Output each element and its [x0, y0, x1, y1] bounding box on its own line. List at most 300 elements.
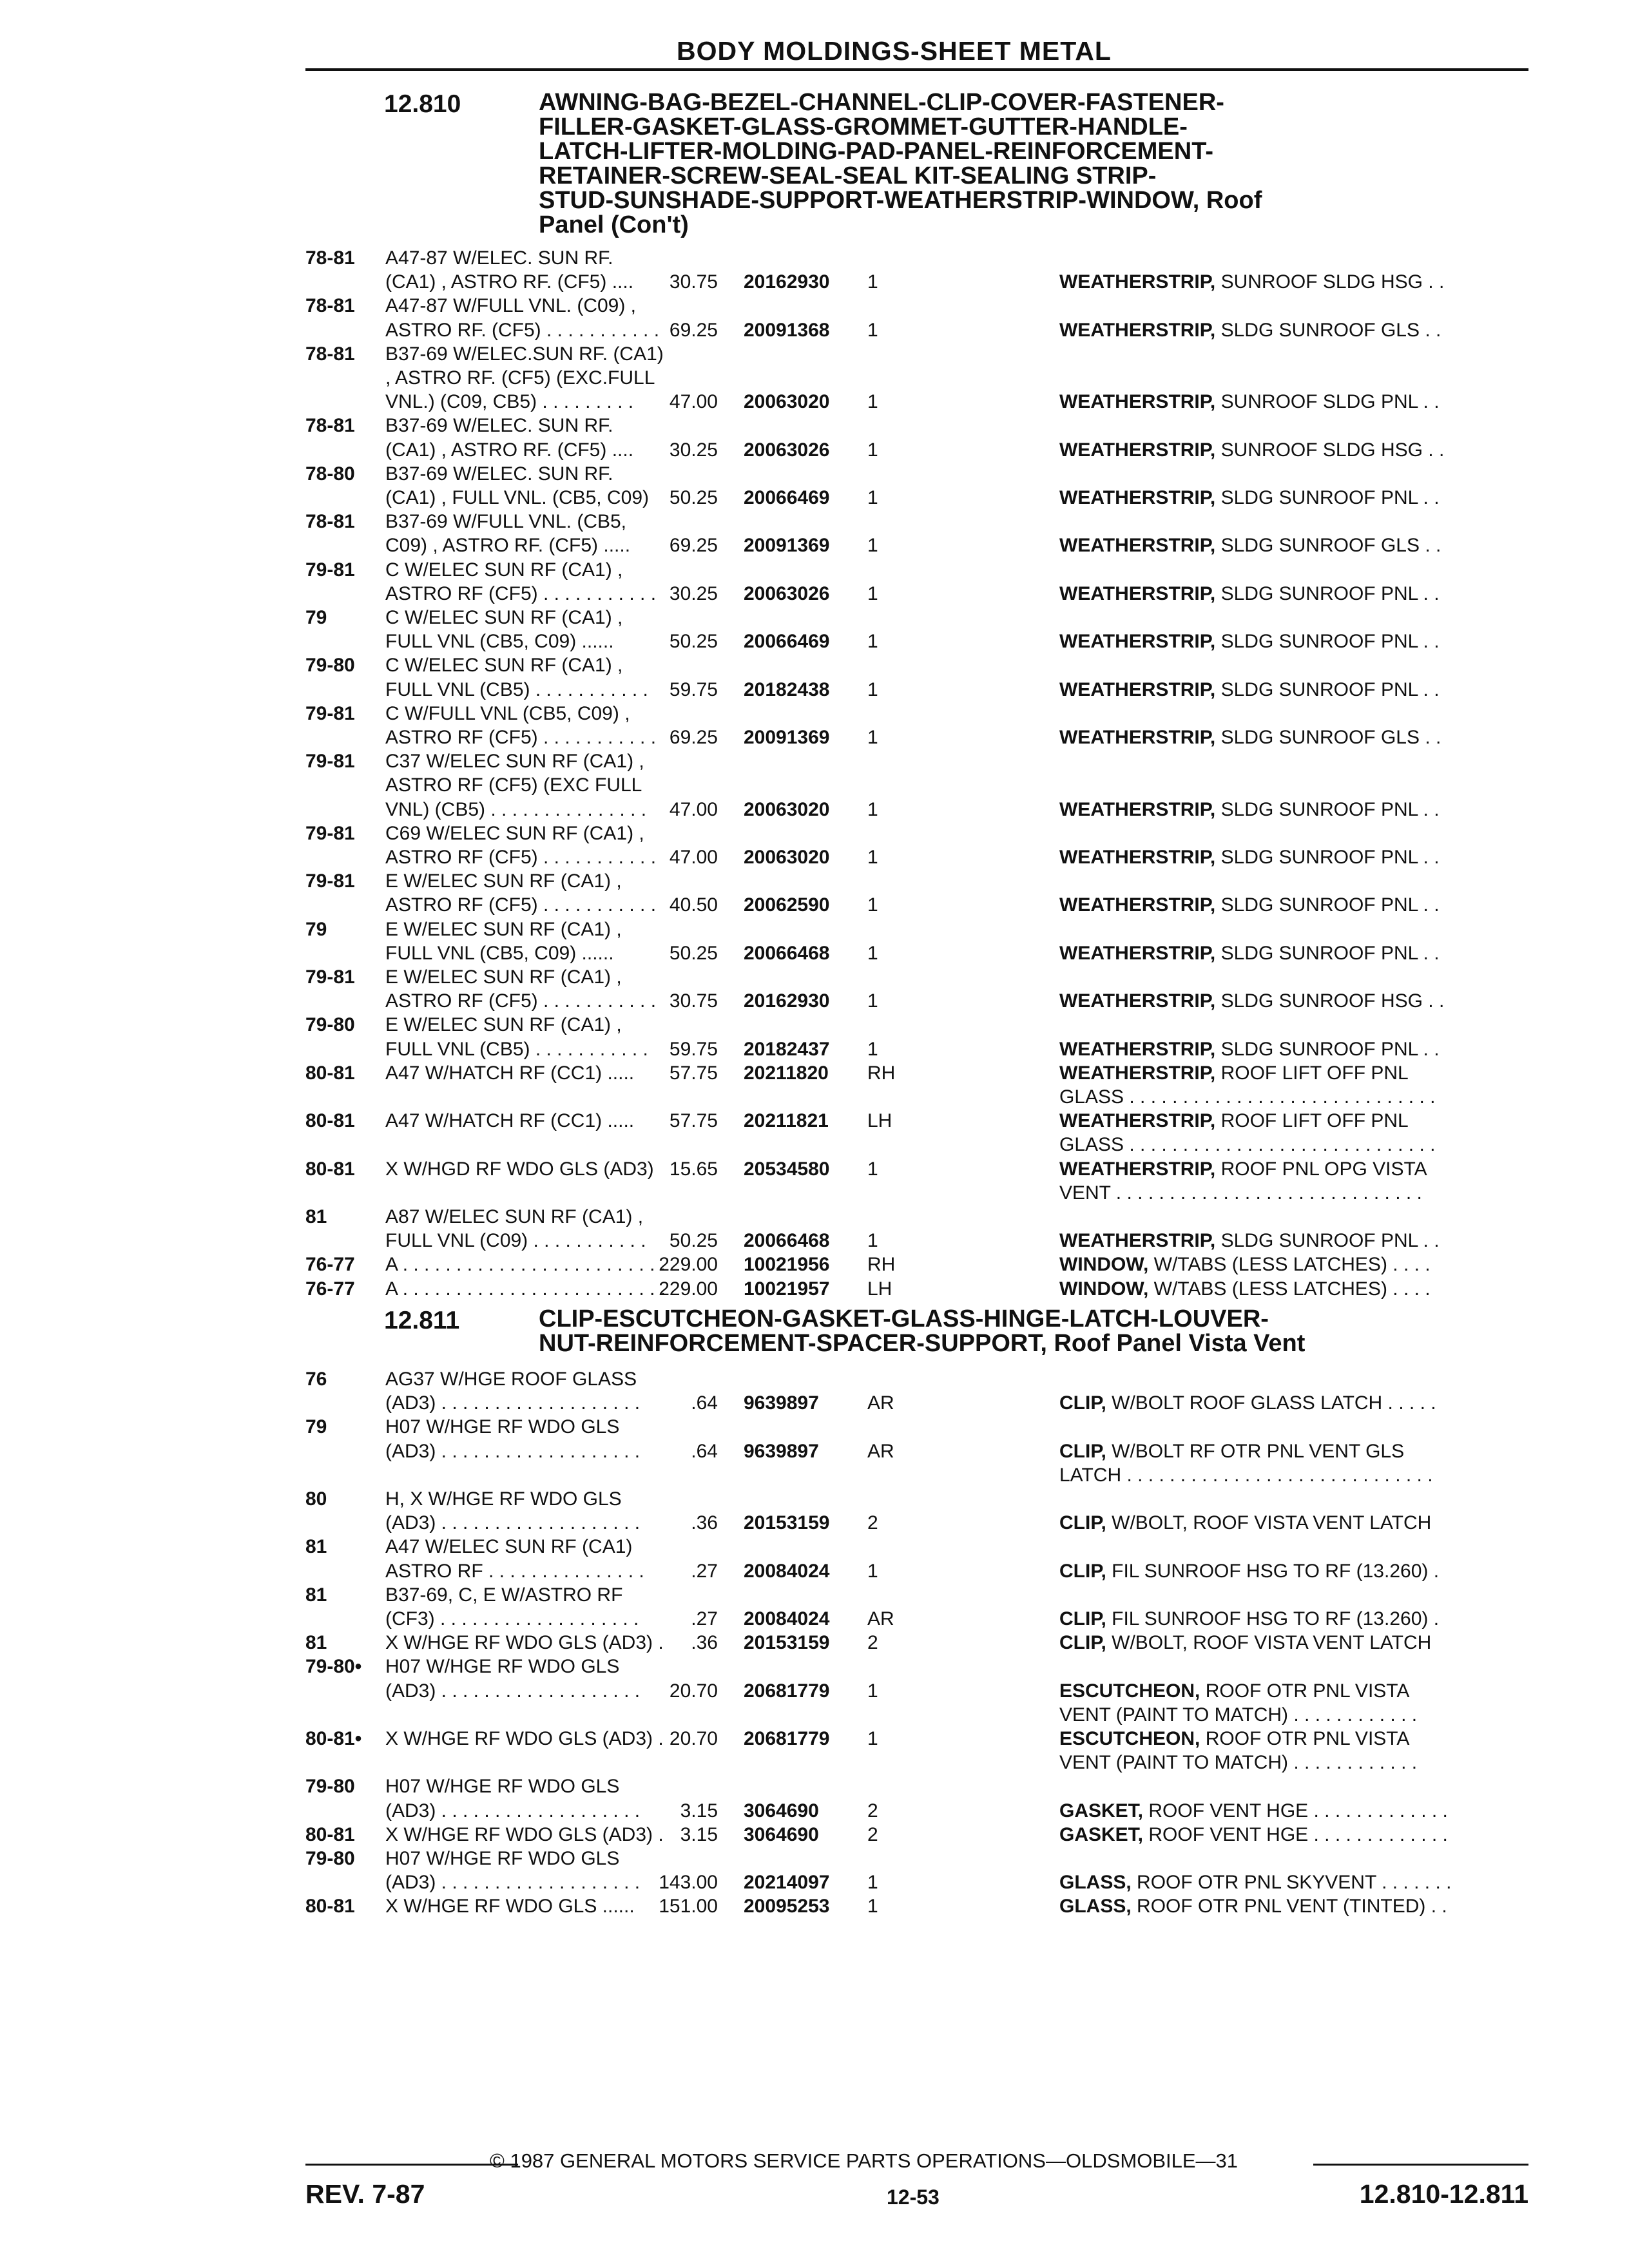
part-name-detail: SLDG SUNROOF PNL . .	[1215, 582, 1440, 604]
part-name-detail: ROOF LIFT OFF PNL	[1215, 1110, 1409, 1132]
part-name-bold: WEATHERSTRIP,	[1059, 1158, 1216, 1180]
usage-description: (CA1) , FULL VNL. (CB5, C09)	[385, 487, 649, 508]
quantity: 1	[867, 1896, 878, 1917]
price: 59.75	[669, 1038, 718, 1060]
price: 229.00	[659, 1278, 718, 1300]
usage-description: C W/FULL VNL (CB5, C09) ,	[385, 702, 630, 724]
usage-description: (AD3) . . . . . . . . . . . . . . . . . . .	[385, 1872, 641, 1894]
usage-description: E W/ELEC SUN RF (CA1) ,	[385, 918, 622, 940]
part-name-detail: FIL SUNROOF HSG TO RF (13.260) .	[1106, 1608, 1440, 1629]
price: 3.15	[680, 1823, 718, 1845]
part-number: 20211821	[744, 1110, 829, 1132]
part-name-bold: GLASS,	[1059, 1896, 1132, 1917]
usage-description: (AD3) . . . . . . . . . . . . . . . . . . .	[385, 1512, 641, 1534]
quantity: 1	[867, 894, 878, 916]
part-name-detail: SLDG SUNROOF GLS . .	[1215, 319, 1441, 341]
part-name-detail: SUNROOF SLDG HSG . .	[1215, 271, 1445, 293]
part-name-detail: SLDG SUNROOF PNL . .	[1215, 894, 1440, 916]
part-name	[1059, 1277, 1431, 1301]
part-name-bold: CLIP,	[1059, 1440, 1106, 1462]
part-name-detail: VENT (PAINT TO MATCH) . . . . . . . . . . . .	[1059, 1704, 1418, 1725]
year-range: 79-81	[305, 751, 355, 773]
part-name-detail: SLDG SUNROOF PNL . .	[1215, 1230, 1440, 1252]
year-range: 78-81	[305, 247, 355, 269]
part-name-detail: SLDG SUNROOF PNL . .	[1215, 678, 1440, 700]
copyright-line: © 1987 GENERAL MOTORS SERVICE PARTS OPERATIONS—OLDSMOBILE—31	[490, 2149, 1239, 2172]
usage-description: ASTRO RF (CF5) . . . . . . . . . . .	[385, 847, 657, 868]
price: .64	[691, 1440, 718, 1462]
quantity: 1	[867, 1872, 878, 1894]
part-name	[1059, 1133, 1435, 1157]
price: 50.25	[669, 942, 718, 964]
usage-description: C69 W/ELEC SUN RF (CA1) ,	[385, 822, 644, 844]
part-number: 10021957	[744, 1278, 830, 1300]
usage-description: X W/HGD RF WDO GLS (AD3)	[385, 1158, 654, 1180]
part-name-detail: W/BOLT, ROOF VISTA VENT LATCH	[1106, 1512, 1432, 1534]
usage-description: C37 W/ELEC SUN RF (CA1) ,	[385, 751, 644, 773]
part-name-bold: WEATHERSTRIP,	[1059, 439, 1216, 461]
price: .27	[691, 1560, 718, 1582]
quantity: 1	[867, 678, 878, 700]
part-name-bold: CLIP,	[1059, 1632, 1106, 1654]
usage-description: A47-87 W/FULL VNL. (C09) ,	[385, 295, 637, 317]
part-number: 20214097	[744, 1872, 830, 1894]
usage-description: ASTRO RF . . . . . . . . . . . . . . .	[385, 1560, 644, 1582]
page-number: 12-53	[887, 2186, 940, 2209]
year-range: 79	[305, 1416, 327, 1438]
footer-rule-left	[305, 2164, 518, 2166]
usage-description: VNL) (CB5) . . . . . . . . . . . . . . .	[385, 798, 647, 820]
price: 15.65	[669, 1158, 718, 1180]
part-name-bold: WEATHERSTRIP,	[1059, 727, 1216, 748]
year-range: 78-81	[305, 415, 355, 437]
price: 20.70	[669, 1728, 718, 1749]
part-name-detail: W/TABS (LESS LATCHES) . . . .	[1148, 1278, 1431, 1300]
quantity: 1	[867, 582, 878, 604]
part-name-bold: WEATHERSTRIP,	[1059, 535, 1216, 557]
part-name-bold: WEATHERSTRIP,	[1059, 678, 1216, 700]
usage-description: A47 W/ELEC SUN RF (CA1)	[385, 1536, 633, 1558]
section-number: 12.810	[384, 90, 461, 118]
part-name-bold: WEATHERSTRIP,	[1059, 847, 1216, 868]
part-name-bold: WEATHERSTRIP,	[1059, 894, 1216, 916]
part-name	[1059, 1157, 1427, 1181]
price: 229.00	[659, 1254, 718, 1276]
quantity: 1	[867, 1680, 878, 1702]
usage-description: H07 W/HGE RF WDO GLS	[385, 1848, 620, 1869]
usage-description: X W/HGE RF WDO GLS ......	[385, 1896, 635, 1917]
part-name-detail: SLDG SUNROOF PNL . .	[1215, 942, 1440, 964]
usage-description: VNL.) (C09, CB5) . . . . . . . . .	[385, 391, 634, 413]
quantity: 1	[867, 319, 878, 341]
usage-description: A87 W/ELEC SUN RF (CA1) ,	[385, 1206, 644, 1227]
usage-description: A . . . . . . . . . . . . . . . . . . . . . . . . .	[385, 1278, 666, 1300]
usage-description: (AD3) . . . . . . . . . . . . . . . . . . .	[385, 1392, 641, 1414]
part-name	[1059, 726, 1441, 749]
part-number: 20063026	[744, 582, 830, 604]
usage-description: (AD3) . . . . . . . . . . . . . . . . . . .	[385, 1440, 641, 1462]
part-name-detail: ROOF OTR PNL VISTA	[1200, 1680, 1410, 1702]
part-name	[1059, 989, 1444, 1013]
part-name-bold: WEATHERSTRIP,	[1059, 798, 1216, 820]
part-name-detail: GLASS . . . . . . . . . . . . . . . . . . . . . . . . . . . . .	[1059, 1086, 1436, 1108]
year-range: 79-81	[305, 822, 355, 844]
quantity: 1	[867, 1158, 878, 1180]
quantity: 1	[867, 847, 878, 868]
page-title: BODY MOLDINGS-SHEET METAL	[677, 36, 1112, 66]
part-name-detail: W/TABS (LESS LATCHES) . . . .	[1148, 1254, 1431, 1276]
year-range: 80-81•	[305, 1728, 362, 1749]
part-name	[1059, 390, 1440, 414]
price: 30.25	[669, 439, 718, 461]
part-name-detail: FIL SUNROOF HSG TO RF (13.260) .	[1106, 1560, 1440, 1582]
part-number: 20153159	[744, 1512, 830, 1534]
year-range: 79	[305, 607, 327, 628]
usage-description: (CA1) , ASTRO RF. (CF5) ....	[385, 271, 634, 293]
usage-description: C W/ELEC SUN RF (CA1) ,	[385, 655, 623, 677]
section-title	[539, 1307, 1305, 1356]
section-title-line: STUD-SUNSHADE-SUPPORT-WEATHERSTRIP-WINDOW, Roof	[539, 187, 1262, 214]
part-number: 20063020	[744, 847, 830, 868]
price: 151.00	[659, 1896, 718, 1917]
part-name	[1059, 1559, 1439, 1583]
part-name	[1059, 1727, 1409, 1751]
quantity: 1	[867, 535, 878, 557]
usage-description: ASTRO RF (CF5) . . . . . . . . . . .	[385, 727, 657, 748]
part-name-bold: WEATHERSTRIP,	[1059, 631, 1216, 653]
part-name-detail: SLDG SUNROOF GLS . .	[1215, 727, 1441, 748]
usage-description: (AD3) . . . . . . . . . . . . . . . . . . .	[385, 1800, 641, 1821]
part-name	[1059, 1085, 1435, 1109]
part-name-detail: VENT (PAINT TO MATCH) . . . . . . . . . . . .	[1059, 1752, 1418, 1774]
usage-description: (CA1) , ASTRO RF. (CF5) ....	[385, 439, 634, 461]
part-name-detail: ROOF PNL OPG VISTA	[1215, 1158, 1427, 1180]
price: .64	[691, 1392, 718, 1414]
usage-description: E W/ELEC SUN RF (CA1) ,	[385, 966, 622, 988]
part-number: 20091368	[744, 319, 830, 341]
usage-description: X W/HGE RF WDO GLS (AD3) .	[385, 1823, 664, 1845]
part-name-bold: WEATHERSTRIP,	[1059, 319, 1216, 341]
price: 57.75	[669, 1062, 718, 1084]
quantity: 1	[867, 990, 878, 1012]
year-range: 76	[305, 1369, 327, 1390]
year-range: 79	[305, 918, 327, 940]
usage-description: H07 W/HGE RF WDO GLS	[385, 1656, 620, 1678]
usage-description: H07 W/HGE RF WDO GLS	[385, 1776, 620, 1798]
part-number: 20063026	[744, 439, 830, 461]
quantity: 1	[867, 1230, 878, 1252]
section-number: 12.811	[384, 1307, 460, 1334]
part-number: 20084024	[744, 1608, 830, 1629]
section-range: 12.810-12.811	[1359, 2179, 1528, 2209]
usage-description: X W/HGE RF WDO GLS (AD3) .	[385, 1728, 664, 1749]
usage-description: X W/HGE RF WDO GLS (AD3) .	[385, 1632, 664, 1654]
part-name	[1059, 629, 1440, 653]
usage-description: B37-69 W/FULL VNL. (CB5,	[385, 511, 627, 533]
price: 69.25	[669, 319, 718, 341]
year-range: 80-81	[305, 1158, 355, 1180]
year-range: 81	[305, 1536, 327, 1558]
part-name	[1059, 1894, 1447, 1918]
year-range: 79-80	[305, 1014, 355, 1036]
part-name-bold: GLASS,	[1059, 1872, 1132, 1894]
part-name	[1059, 533, 1441, 557]
part-number: 20062590	[744, 894, 830, 916]
price: 50.25	[669, 1230, 718, 1252]
part-name	[1059, 1109, 1409, 1133]
usage-description: B37-69, C, E W/ASTRO RF	[385, 1584, 623, 1606]
part-number: 20095253	[744, 1896, 830, 1917]
year-range: 79-81	[305, 966, 355, 988]
price: 50.25	[669, 487, 718, 508]
part-name	[1059, 1679, 1409, 1703]
part-name	[1059, 798, 1440, 822]
part-name-detail: SLDG SUNROOF GLS . .	[1215, 535, 1441, 557]
part-name	[1059, 1391, 1436, 1415]
year-range: 78-81	[305, 295, 355, 317]
part-name-bold: CLIP,	[1059, 1512, 1106, 1534]
part-name-bold: WEATHERSTRIP,	[1059, 1230, 1216, 1252]
part-number: 20066469	[744, 631, 830, 653]
part-name-detail: SLDG SUNROOF PNL . .	[1215, 847, 1440, 868]
part-name-detail: ROOF VENT HGE . . . . . . . . . . . . .	[1143, 1823, 1448, 1845]
part-number: 20182438	[744, 678, 830, 700]
price: 40.50	[669, 894, 718, 916]
part-name	[1059, 1229, 1440, 1253]
part-number: 10021956	[744, 1254, 830, 1276]
part-number: 20091369	[744, 535, 830, 557]
price: 3.15	[680, 1800, 718, 1821]
part-name-detail: ROOF LIFT OFF PNL	[1215, 1062, 1409, 1084]
year-range: 81	[305, 1632, 327, 1654]
part-name-bold: GASKET,	[1059, 1800, 1144, 1821]
quantity: 1	[867, 1560, 878, 1582]
part-name	[1059, 1061, 1409, 1085]
quantity: RH	[867, 1062, 896, 1084]
part-name	[1059, 1631, 1431, 1655]
part-number: 20063020	[744, 391, 830, 413]
usage-description: A47-87 W/ELEC. SUN RF.	[385, 247, 613, 269]
year-range: 80-81	[305, 1823, 355, 1845]
part-name	[1059, 1037, 1440, 1061]
quantity: 1	[867, 631, 878, 653]
usage-description: ASTRO RF. (CF5) . . . . . . . . . . .	[385, 319, 660, 341]
year-range: 79-81	[305, 559, 355, 581]
quantity: AR	[867, 1392, 894, 1414]
part-name-bold: ESCUTCHEON,	[1059, 1680, 1200, 1702]
usage-description: B37-69 W/ELEC. SUN RF.	[385, 463, 613, 485]
part-name-detail: ROOF OTR PNL VISTA	[1200, 1728, 1410, 1749]
part-name-detail: W/BOLT RF OTR PNL VENT GLS	[1106, 1440, 1405, 1462]
quantity: 2	[867, 1512, 878, 1534]
usage-description: B37-69 W/ELEC.SUN RF. (CA1)	[385, 343, 664, 365]
quantity: 1	[867, 1728, 878, 1749]
part-name-bold: GASKET,	[1059, 1823, 1144, 1845]
part-name	[1059, 1253, 1431, 1276]
part-name-detail: W/BOLT, ROOF VISTA VENT LATCH	[1106, 1632, 1432, 1654]
price: 20.70	[669, 1680, 718, 1702]
part-name-detail: ROOF OTR PNL VENT (TINTED) . .	[1131, 1896, 1447, 1917]
part-name-bold: WEATHERSTRIP,	[1059, 1062, 1216, 1084]
part-name-bold: WEATHERSTRIP,	[1059, 487, 1216, 508]
part-name-detail: ROOF OTR PNL SKYVENT . . . . . . .	[1131, 1872, 1452, 1894]
year-range: 79-81	[305, 870, 355, 892]
usage-description: H, X W/HGE RF WDO GLS	[385, 1488, 622, 1510]
part-name-bold: ESCUTCHEON,	[1059, 1728, 1200, 1749]
part-name	[1059, 318, 1441, 342]
quantity: 1	[867, 942, 878, 964]
price: 69.25	[669, 727, 718, 748]
usage-description: C W/ELEC SUN RF (CA1) ,	[385, 607, 623, 628]
usage-description: E W/ELEC SUN RF (CA1) ,	[385, 870, 622, 892]
usage-description: C W/ELEC SUN RF (CA1) ,	[385, 559, 623, 581]
section-title-line: LATCH-LIFTER-MOLDING-PAD-PANEL-REINFORCEMENT-	[539, 138, 1213, 165]
price: 69.25	[669, 535, 718, 557]
section-title-line: RETAINER-SCREW-SEAL-SEAL KIT-SEALING STRIP-	[539, 162, 1157, 189]
quantity: 1	[867, 487, 878, 508]
usage-description: FULL VNL (CB5) . . . . . . . . . . .	[385, 1038, 648, 1060]
usage-description: C09) , ASTRO RF. (CF5) .....	[385, 535, 631, 557]
part-name-bold: WEATHERSTRIP,	[1059, 1110, 1216, 1132]
usage-description: FULL VNL (C09) . . . . . . . . . . .	[385, 1230, 646, 1252]
usage-description: B37-69 W/ELEC. SUN RF.	[385, 415, 613, 437]
part-number: 9639897	[744, 1440, 819, 1462]
part-number: 20162930	[744, 271, 830, 293]
usage-description: (AD3) . . . . . . . . . . . . . . . . . . .	[385, 1680, 641, 1702]
part-number: 20681779	[744, 1728, 830, 1749]
part-name-bold: WEATHERSTRIP,	[1059, 391, 1216, 413]
part-number: 20091369	[744, 727, 830, 748]
part-name	[1059, 270, 1444, 294]
quantity: 2	[867, 1823, 878, 1845]
year-range: 80-81	[305, 1110, 355, 1132]
part-name-detail: SLDG SUNROOF HSG . .	[1215, 990, 1445, 1012]
year-range: 79-81	[305, 702, 355, 724]
part-name	[1059, 1823, 1448, 1847]
part-name-detail: SUNROOF SLDG HSG . .	[1215, 439, 1445, 461]
year-range: 79-80•	[305, 1656, 362, 1678]
price: 59.75	[669, 678, 718, 700]
usage-description: ASTRO RF (CF5) (EXC FULL	[385, 774, 642, 796]
price: 47.00	[669, 798, 718, 820]
year-range: 76-77	[305, 1278, 355, 1300]
part-name-detail: W/BOLT ROOF GLASS LATCH . . . . .	[1106, 1392, 1436, 1414]
quantity: 1	[867, 1038, 878, 1060]
usage-description: (CF3) . . . . . . . . . . . . . . . . . . .	[385, 1608, 639, 1629]
part-number: 20066468	[744, 942, 830, 964]
year-range: 81	[305, 1206, 327, 1227]
usage-description: A47 W/HATCH RF (CC1) .....	[385, 1110, 635, 1132]
quantity: 2	[867, 1800, 878, 1821]
part-number: 3064690	[744, 1823, 819, 1845]
part-name-bold: WEATHERSTRIP,	[1059, 942, 1216, 964]
quantity: 2	[867, 1632, 878, 1654]
quantity: 1	[867, 439, 878, 461]
usage-description: AG37 W/HGE ROOF GLASS	[385, 1369, 637, 1390]
part-name	[1059, 1703, 1417, 1727]
year-range: 79-80	[305, 1776, 355, 1798]
part-name	[1059, 845, 1440, 869]
year-range: 80	[305, 1488, 327, 1510]
usage-description: FULL VNL (CB5, C09) ......	[385, 942, 614, 964]
year-range: 80-81	[305, 1896, 355, 1917]
year-range: 78-81	[305, 343, 355, 365]
year-range: 80-81	[305, 1062, 355, 1084]
part-name-bold: CLIP,	[1059, 1392, 1106, 1414]
part-name-detail: SLDG SUNROOF PNL . .	[1215, 487, 1440, 508]
part-number: 20153159	[744, 1632, 830, 1654]
quantity: AR	[867, 1608, 894, 1629]
section-title-line: Panel (Con't)	[539, 211, 689, 238]
part-name-bold: WEATHERSTRIP,	[1059, 990, 1216, 1012]
part-name	[1059, 941, 1440, 965]
part-name	[1059, 1463, 1433, 1487]
section-title	[539, 90, 1262, 237]
quantity: AR	[867, 1440, 894, 1462]
usage-description: E W/ELEC SUN RF (CA1) ,	[385, 1014, 622, 1036]
part-name	[1059, 893, 1440, 917]
quantity: RH	[867, 1254, 896, 1276]
part-number: 20681779	[744, 1680, 830, 1702]
part-name-bold: WEATHERSTRIP,	[1059, 1038, 1216, 1060]
part-name	[1059, 1799, 1448, 1823]
price: 50.25	[669, 631, 718, 653]
part-name-bold: WEATHERSTRIP,	[1059, 271, 1216, 293]
price: 47.00	[669, 847, 718, 868]
year-range: 78-80	[305, 463, 355, 485]
year-range: 79-80	[305, 655, 355, 677]
part-name-detail: GLASS . . . . . . . . . . . . . . . . . . . . . . . . . . . . .	[1059, 1134, 1436, 1156]
part-number: 3064690	[744, 1800, 819, 1821]
part-name	[1059, 1439, 1404, 1463]
price: 57.75	[669, 1110, 718, 1132]
section-title-line: CLIP-ESCUTCHEON-GASKET-GLASS-HINGE-LATCH-LOUVER-	[539, 1305, 1269, 1332]
part-name	[1059, 678, 1440, 702]
price: 30.25	[669, 582, 718, 604]
part-name	[1059, 1181, 1422, 1205]
usage-description: , ASTRO RF. (CF5) (EXC.FULL	[385, 367, 655, 389]
usage-description: FULL VNL (CB5) . . . . . . . . . . .	[385, 678, 648, 700]
usage-description: FULL VNL (CB5, C09) ......	[385, 631, 614, 653]
part-name-bold: WINDOW,	[1059, 1254, 1149, 1276]
quantity: 1	[867, 798, 878, 820]
part-name	[1059, 582, 1440, 606]
part-name	[1059, 1751, 1417, 1774]
quantity: 1	[867, 271, 878, 293]
part-name	[1059, 486, 1440, 510]
part-name-detail: SUNROOF SLDG PNL . .	[1215, 391, 1440, 413]
part-name-bold: CLIP,	[1059, 1608, 1106, 1629]
part-number: 20534580	[744, 1158, 830, 1180]
price: .36	[691, 1632, 718, 1654]
year-range: 78-81	[305, 511, 355, 533]
quantity: 1	[867, 391, 878, 413]
part-name-detail: LATCH . . . . . . . . . . . . . . . . . . . . . . . . . . . . .	[1059, 1464, 1433, 1486]
usage-description: ASTRO RF (CF5) . . . . . . . . . . .	[385, 990, 657, 1012]
part-number: 20211820	[744, 1062, 829, 1084]
part-number: 20066469	[744, 487, 830, 508]
year-range: 79-80	[305, 1848, 355, 1869]
usage-description: ASTRO RF (CF5) . . . . . . . . . . .	[385, 582, 657, 604]
part-name-detail: SLDG SUNROOF PNL . .	[1215, 798, 1440, 820]
part-name-bold: WEATHERSTRIP,	[1059, 582, 1216, 604]
price: 47.00	[669, 391, 718, 413]
section-title-line: NUT-REINFORCEMENT-SPACER-SUPPORT, Roof Panel Vista Vent	[539, 1330, 1306, 1357]
price: .36	[691, 1512, 718, 1534]
part-name-detail: SLDG SUNROOF PNL . .	[1215, 1038, 1440, 1060]
revision: REV. 7-87	[305, 2179, 425, 2209]
year-range: 81	[305, 1584, 327, 1606]
